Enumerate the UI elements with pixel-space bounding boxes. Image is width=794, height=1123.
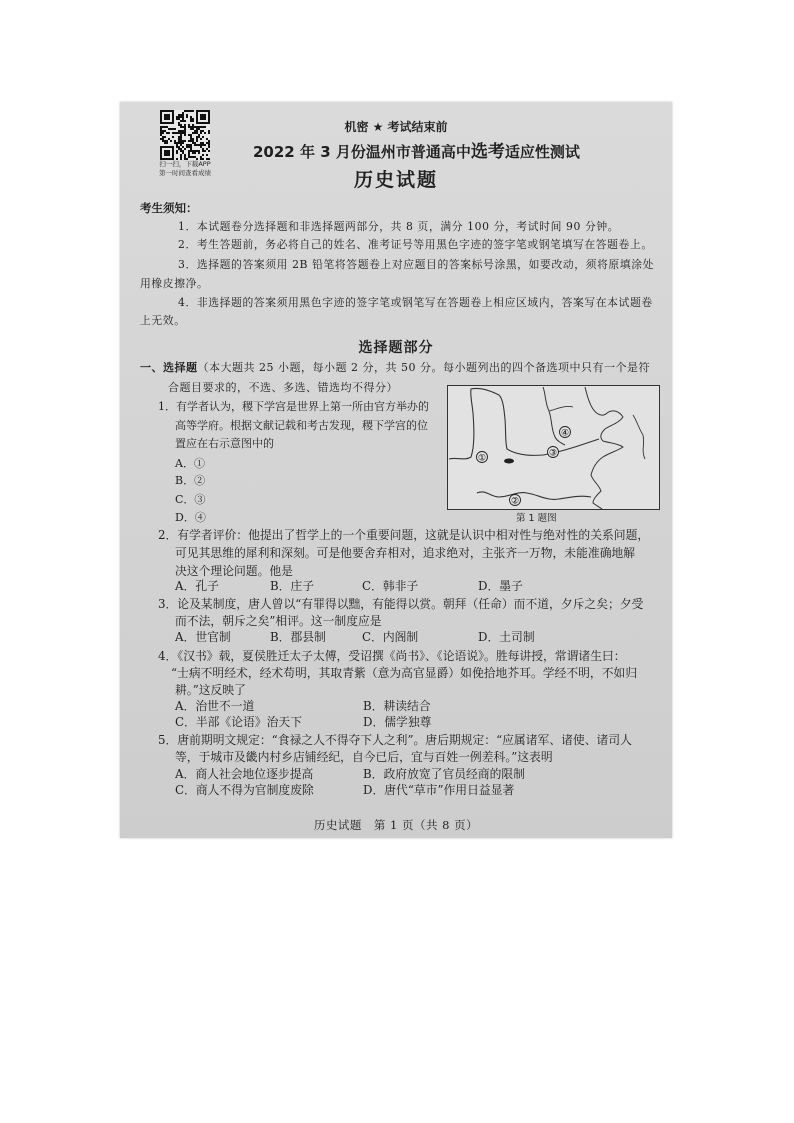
question-3-option-d: D．土司制 bbox=[478, 630, 535, 644]
marker-1-label: ① bbox=[477, 453, 487, 464]
question-1-option-a: A．① bbox=[175, 457, 205, 470]
marker-2-label: ② bbox=[510, 496, 520, 507]
yangtze-river bbox=[477, 492, 591, 500]
exam-title-after: 适应性测试 bbox=[504, 143, 580, 161]
notice-heading: 考生须知： bbox=[140, 201, 198, 215]
question-1-stem: 高等学府。根据文献记载和考古发现，稷下学宫的位 bbox=[175, 419, 428, 432]
notice-line: 3．选择题的答案须用 2B 铅笔将答题卷上对应题目的答案标号涂黑，如要改动，须将原填涂处 bbox=[178, 258, 655, 271]
question-3-option-c: C．内阁制 bbox=[362, 630, 419, 644]
subject-title: 历史试题 bbox=[353, 169, 438, 191]
question-5-option-c: C．商人不得为官制度废除 bbox=[175, 783, 314, 797]
map-graphic bbox=[447, 385, 660, 510]
notice-line: 1．本试题卷分选择题和非选择题两部分，共 8 页，满分 100 分，考试时间 90 分钟。 bbox=[178, 220, 620, 233]
question-2-option-d: D．墨子 bbox=[478, 579, 523, 593]
question-2-option-a: A．孔子 bbox=[175, 579, 219, 593]
korea-coastline bbox=[633, 415, 645, 459]
question-2-stem: 2．有学者评价：他提出了哲学上的一个重要问题，这就是认识中相对性与绝对性的关系问题， bbox=[158, 528, 650, 542]
question-4-stem: 4．《汉书》载，夏侯胜迁太子太傅，受诏撰《尚书》、《论语说》。胜每讲授，常谓诸生曰： bbox=[158, 649, 626, 663]
exam-paper bbox=[120, 102, 672, 838]
confidential-label: 机密 ★ 考试结束前 bbox=[344, 120, 448, 134]
question-5-option-d: D．唐代“草市”作用日益显著 bbox=[363, 783, 515, 797]
qr-caption-line-2: 第一时间查看成绩 bbox=[159, 169, 211, 177]
part-label: 一、选择题 bbox=[140, 361, 198, 374]
qr-caption-line-1: 扫一扫，下载APP bbox=[159, 160, 211, 168]
question-5-stem: 5．唐前期明文规定：“食禄之人不得夺下人之利”。唐后期规定：“应属诸军、诸使、诸司人 bbox=[158, 733, 632, 747]
section-title: 选择题部分 bbox=[358, 340, 434, 356]
qr-modules bbox=[160, 110, 210, 160]
question-1-option-c: C．③ bbox=[175, 493, 206, 506]
question-3-option-b: B．郡县制 bbox=[270, 630, 326, 644]
map-caption: 第 1 题图 bbox=[516, 513, 557, 524]
question-2-option-c: C．韩非子 bbox=[362, 579, 419, 593]
question-3-stem: 3．论及某制度，唐人曾以“有罪得以黜，有能得以赏。朝拜（任命）而不道，夕斥之矣；夕受 bbox=[158, 597, 644, 611]
question-4-option-b: B．耕读结合 bbox=[363, 699, 431, 713]
part-heading bbox=[140, 360, 650, 376]
question-4-stem: 耕。”这反映了 bbox=[175, 683, 246, 697]
question-3-stem: 而不法，朝斥之矣”相评。这一制度应是 bbox=[175, 614, 382, 628]
yellow-river bbox=[449, 388, 599, 459]
question-4-stem: “士病不明经术，经术苟明，其取青紫（意为高官显爵）如俛拾地芥耳。学经不明，不如归 bbox=[171, 666, 638, 680]
question-5-stem: 等，于城市及畿内村乡店铺经纪，自今已后，宜与百姓一例差科。”这表明 bbox=[175, 750, 553, 764]
question-2-stem: 决这个理论问题。他是 bbox=[175, 564, 293, 578]
question-3-option-a: A．世官制 bbox=[175, 630, 231, 644]
qr-code-graphic bbox=[160, 110, 210, 160]
marker-4-label: ④ bbox=[560, 428, 570, 439]
question-5-option-a: A．商人社会地位逐步提高 bbox=[175, 767, 314, 781]
exam-title-before: 2022 年 3 月份温州市普通高中 bbox=[253, 143, 471, 161]
part-description-cont: 合题目要求的，不选、多选、错选均不得分） bbox=[168, 381, 398, 394]
question-1-map bbox=[447, 385, 660, 510]
question-4-option-a: A．治世不一道 bbox=[175, 699, 255, 713]
part-description: （本大题共 25 小题，每小题 2 分，共 50 分。每小题列出的四个备选项中只有一个是符 bbox=[197, 361, 650, 374]
question-4-option-d: D．儒学独尊 bbox=[363, 715, 432, 729]
notice-line: 2．考生答题前，务必将自己的姓名、准考证号等用黑色字迹的签字笔或钢笔填写在答题卷上。 bbox=[178, 238, 653, 251]
question-1-stem: 置应在右示意图中的 bbox=[175, 437, 274, 450]
notice-line: 4．非选择题的答案须用黑色字迹的签字笔或钢笔写在答题卷上相应区域内，答案写在本试题卷 bbox=[178, 296, 653, 309]
exam-title-emphasis: 选考 bbox=[470, 142, 505, 162]
qr-code-icon bbox=[160, 110, 210, 160]
notice-line: 用橡皮擦净。 bbox=[140, 277, 209, 290]
question-1-stem: 1．有学者认为，稷下学宫是世界上第一所由官方举办的 bbox=[158, 400, 429, 413]
tributary-river bbox=[549, 406, 573, 411]
question-1-option-b: B．② bbox=[175, 474, 206, 487]
question-2-option-b: B．庄子 bbox=[270, 579, 315, 593]
notice-line: 上无效。 bbox=[140, 314, 186, 327]
exam-title bbox=[253, 142, 580, 162]
question-1-option-d: D．④ bbox=[175, 511, 206, 524]
city-marker bbox=[504, 459, 514, 464]
marker-3-label: ③ bbox=[548, 448, 558, 459]
question-2-stem: 可见其思维的犀利和深刻。可是他要舍弃相对，追求绝对，主张齐一万物，未能准确地解 bbox=[175, 546, 636, 560]
question-4-option-c: C．半部《论语》治天下 bbox=[175, 715, 302, 729]
coastline bbox=[585, 387, 623, 510]
question-5-option-b: B．政府放宽了官员经商的限制 bbox=[363, 767, 526, 781]
page-footer: 历史试题 第 1 页（共 8 页） bbox=[313, 818, 479, 832]
